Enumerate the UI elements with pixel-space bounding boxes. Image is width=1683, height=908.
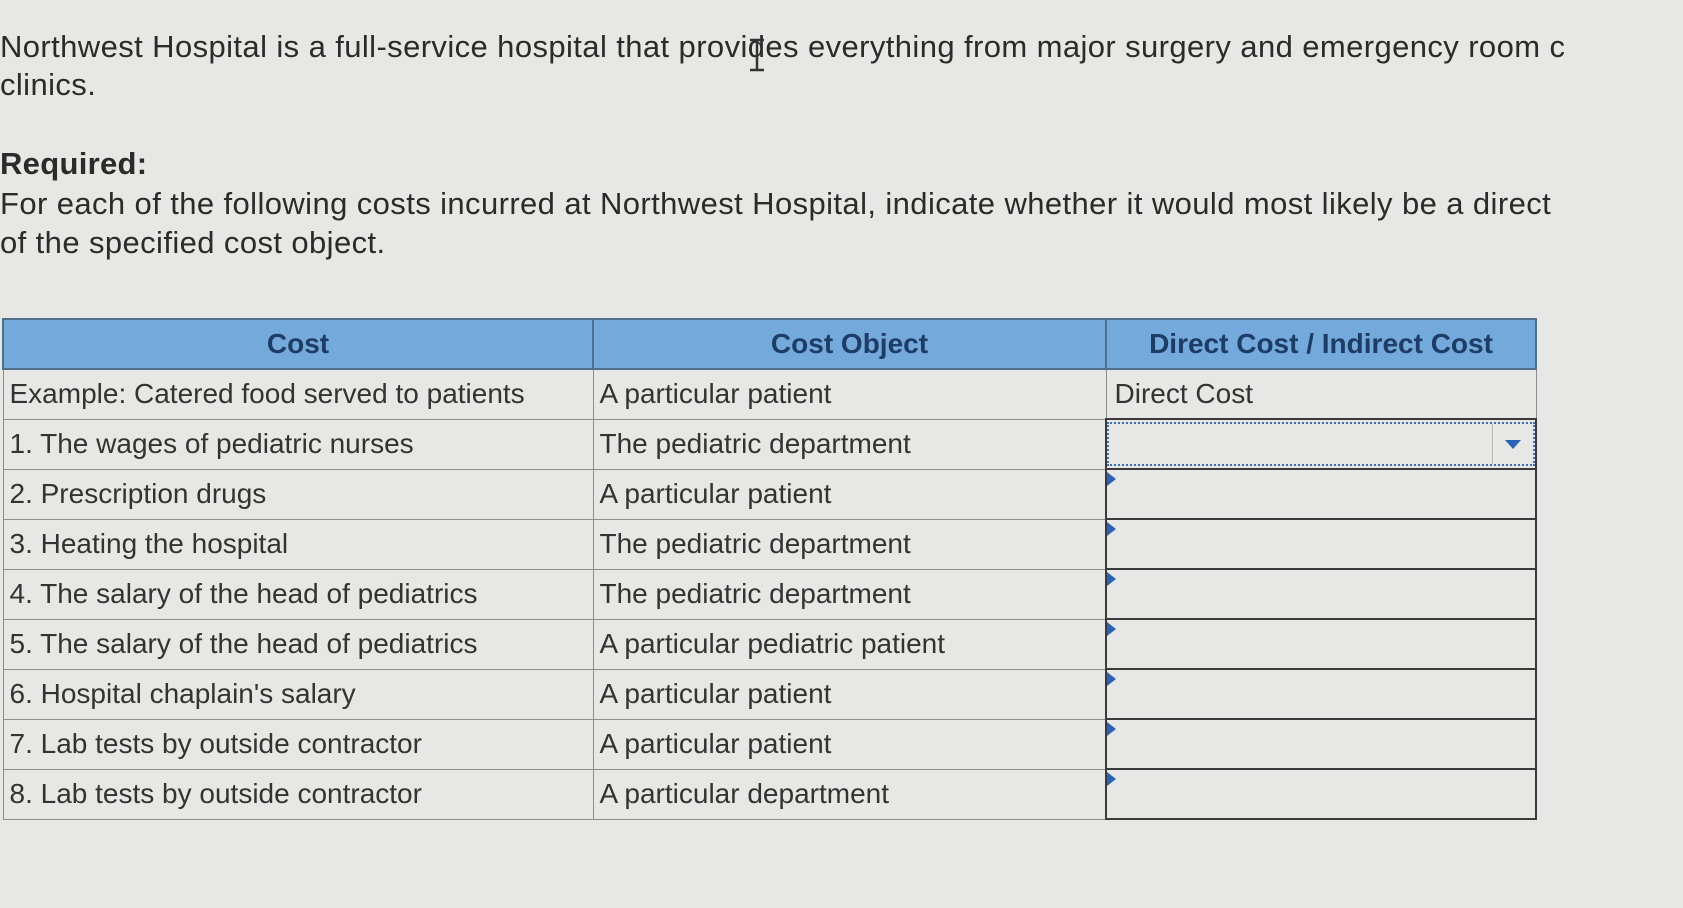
cost-classification-table <box>2 318 1537 820</box>
cost-cell: 5. The salary of the head of pediatrics <box>3 619 593 669</box>
table-header-row <box>3 319 1536 369</box>
column-header-direct-indirect: Direct Cost / Indirect Cost <box>1106 319 1536 369</box>
cost-object-cell: A particular patient <box>593 669 1106 719</box>
required-instructions <box>0 184 1683 262</box>
answer-cell <box>1106 769 1536 819</box>
answer-dropdown-1[interactable] <box>1107 422 1535 466</box>
cost-object-cell: A particular patient <box>593 469 1106 519</box>
flag-marker-icon <box>1107 522 1116 536</box>
answer-dropdown-8[interactable] <box>1107 772 1535 816</box>
instructions-line-2: of the specified cost object. <box>0 225 386 260</box>
cost-cell: 4. The salary of the head of pediatrics <box>3 569 593 619</box>
table-row <box>3 569 1536 619</box>
answer-dropdown-7[interactable] <box>1107 722 1535 766</box>
answer-cell <box>1106 719 1536 769</box>
table-row <box>3 469 1536 519</box>
cost-cell: Example: Catered food served to patients <box>3 369 593 419</box>
table-row <box>3 619 1536 669</box>
answer-cell-example: Direct Cost <box>1106 369 1536 419</box>
cost-cell: 7. Lab tests by outside contractor <box>3 719 593 769</box>
answer-dropdown-5[interactable] <box>1107 622 1535 666</box>
chevron-down-icon[interactable] <box>1492 424 1533 464</box>
answer-cell <box>1106 519 1536 569</box>
answer-cell <box>1106 469 1536 519</box>
cost-cell: 8. Lab tests by outside contractor <box>3 769 593 819</box>
table-row <box>3 769 1536 819</box>
table-row <box>3 719 1536 769</box>
answer-cell <box>1106 569 1536 619</box>
required-heading: Required: <box>0 146 148 181</box>
answer-cell <box>1106 669 1536 719</box>
flag-marker-icon <box>1107 772 1116 786</box>
answer-cell <box>1106 419 1536 469</box>
cost-object-cell: A particular patient <box>593 719 1106 769</box>
table-row-example <box>3 369 1536 419</box>
table-row <box>3 519 1536 569</box>
cost-object-cell: The pediatric department <box>593 419 1106 469</box>
cost-object-cell: A particular pediatric patient <box>593 619 1106 669</box>
flag-marker-icon <box>1107 572 1116 586</box>
table-row <box>3 669 1536 719</box>
intro-line-1: Northwest Hospital is a full-service hospital that provides everything from major surgery and emergency room c <box>0 29 1566 64</box>
answer-dropdown-4[interactable] <box>1107 572 1535 616</box>
intro-line-2: clinics. <box>0 67 97 102</box>
answer-dropdown-6[interactable] <box>1107 672 1535 716</box>
answer-cell <box>1106 619 1536 669</box>
instructions-line-1: For each of the following costs incurred at Northwest Hospital, indicate whether it would most likely be a direct <box>0 186 1552 221</box>
cost-cell: 3. Heating the hospital <box>3 519 593 569</box>
problem-intro <box>0 28 1683 104</box>
flag-marker-icon <box>1107 722 1116 736</box>
answer-dropdown-3[interactable] <box>1107 522 1535 566</box>
cost-object-cell: A particular department <box>593 769 1106 819</box>
column-header-cost-object: Cost Object <box>593 319 1106 369</box>
cost-object-cell: The pediatric department <box>593 569 1106 619</box>
flag-marker-icon <box>1107 672 1116 686</box>
flag-marker-icon <box>1107 472 1116 486</box>
cost-object-cell: A particular patient <box>593 369 1106 419</box>
text-cursor-icon <box>746 38 768 72</box>
cost-cell: 6. Hospital chaplain's salary <box>3 669 593 719</box>
table-row <box>3 419 1536 469</box>
answer-dropdown-2[interactable] <box>1107 472 1535 516</box>
cost-cell: 2. Prescription drugs <box>3 469 593 519</box>
flag-marker-icon <box>1107 622 1116 636</box>
cost-cell: 1. The wages of pediatric nurses <box>3 419 593 469</box>
column-header-cost: Cost <box>3 319 593 369</box>
cost-object-cell: The pediatric department <box>593 519 1106 569</box>
